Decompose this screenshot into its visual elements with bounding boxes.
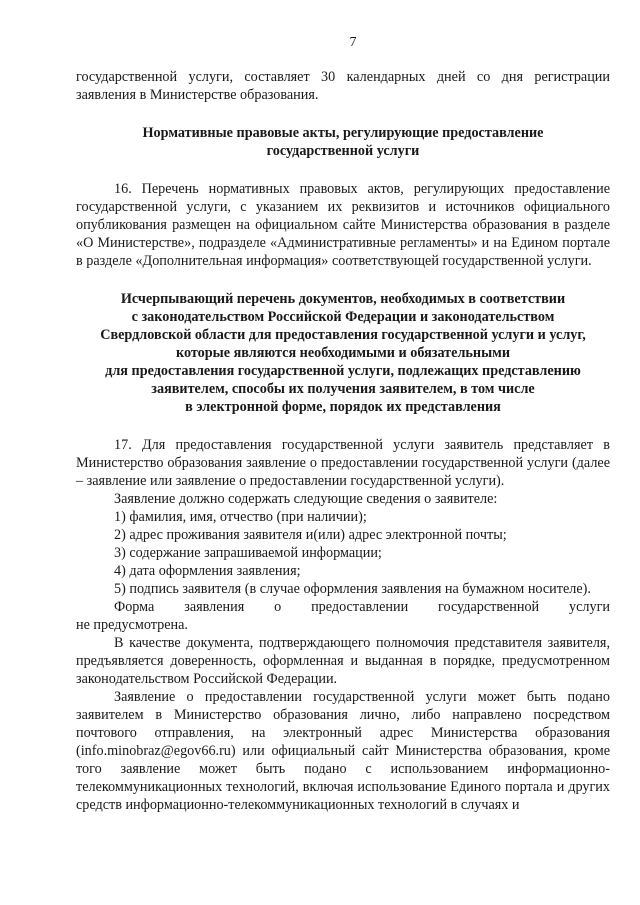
heading-line: Исчерпывающий перечень документов, необходимых в соответствии (120, 291, 566, 307)
requirement-item: 2) адрес проживания заявителя и(или) адрес электронной почты; (114, 527, 507, 543)
heading-documents-list (76, 290, 610, 416)
requirement-item: 1) фамилия, имя, отчество (при наличии); (114, 509, 367, 525)
paragraph-17: 17. Для предоставления государственной услуги заявитель представляет в Министерство образования заявление о предоставлении государственной услуги (далее – заявление или заявление о предоставлении государственной услуги). (76, 437, 610, 489)
form-line (76, 598, 610, 616)
form-word: предоставлении (311, 599, 409, 615)
requirement-item: 4) дата оформления заявления; (114, 563, 301, 579)
heading-line: государственной услуги (266, 143, 420, 159)
heading-line: в электронной форме, порядок их представления (185, 399, 501, 415)
heading-line: заявителем, способы их получения заявителем, в том числе (151, 381, 535, 397)
intro-paragraph: государственной услуги, составляет 30 календарных дней со дня регистрации заявления в Министерстве образования. (76, 69, 610, 103)
form-word: государственной (438, 599, 540, 615)
requirement-item: 3) содержание запрашиваемой информации; (114, 545, 382, 561)
form-word: Форма (114, 599, 155, 615)
heading-line: для предоставления государственной услуги, подлежащих представлению (105, 363, 581, 379)
form-word: услуги (569, 599, 610, 615)
heading-line: которые являются необходимыми и обязательными (176, 345, 510, 361)
form-word: о (274, 599, 282, 615)
requirements-intro: Заявление должно содержать следующие сведения о заявителе: (114, 491, 498, 507)
form-word: заявления (184, 599, 245, 615)
page-number: 7 (349, 35, 357, 50)
heading-line: с законодательством Российской Федерации и законодательством (131, 309, 555, 325)
heading-line: Нормативные правовые акты, регулирующие предоставление (142, 125, 544, 141)
paragraph-16: 16. Перечень нормативных правовых актов, регулирующих предоставление государственной услуги, с указанием их реквизитов и источников официального опубликования размещен на официальном сайте Министерства образования в разделе «О Министерстве», подразделе «Административные регламенты» и на Едином портале в разделе «Дополнительная информация» соответствующей государственной услуги. (76, 181, 610, 269)
form-tail: не предусмотрена. (76, 617, 188, 633)
paragraph-representative: В качестве документа, подтверждающего полномочия представителя заявителя, предъявляется доверенность, оформленная и выданная в порядке, предусмотренном законодательством Российской Федерации. (76, 635, 610, 687)
requirement-item: 5) подпись заявителя (в случае оформления заявления на бумажном носителе). (114, 581, 591, 597)
paragraph-submission: Заявление о предоставлении государственной услуги может быть подано заявителем в Министерство образования лично, либо направлено посредством почтового отправления, на электронный адрес Министерства образования (info.minobraz@egov66.ru) или официальный сайт Министерства образования, кроме того заявление может быть подано с использованием информационно-телекоммуникационных технологий, включая использование Единого портала и других средств информационно-телекоммуникационных технологий в случаях и (76, 689, 610, 813)
heading-normative-acts (76, 124, 610, 160)
heading-line: Свердловской области для предоставления государственной услуги и услуг, (100, 327, 586, 343)
